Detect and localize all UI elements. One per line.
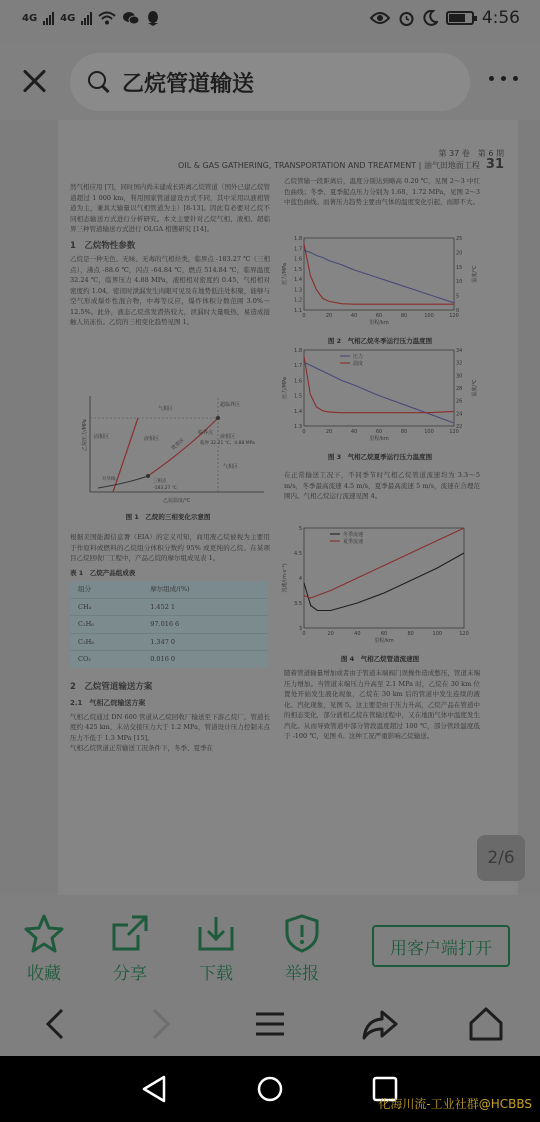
share-arrow-icon[interactable]: [360, 1004, 400, 1044]
x-tick-label: 120: [459, 631, 469, 637]
y-tick-label: 1.2: [294, 297, 302, 304]
y-tick-label: 3.5: [294, 601, 302, 607]
x-axis-label: 里程/km: [374, 638, 394, 644]
figure-2-caption: 图 2 气相乙烷冬季运行压力温度图: [327, 337, 433, 345]
series-line: [304, 528, 464, 598]
report-label: 举报: [285, 964, 319, 984]
y2-tick-label: 15: [456, 264, 463, 271]
x-tick-label: 100: [424, 429, 434, 435]
search-query[interactable]: 乙烷管道输送: [122, 71, 255, 97]
fig1-region-liquid2: 液相区: [220, 434, 236, 440]
report-button[interactable]: [272, 913, 332, 984]
share-label: 分享: [113, 964, 147, 984]
x-tick-label: 20: [327, 631, 334, 637]
table-row: [70, 598, 268, 616]
x-tick-label: 0: [302, 631, 306, 637]
table-cell: C₃H₈: [70, 633, 142, 651]
download-label: 下载: [199, 964, 233, 984]
x-tick-label: 0: [302, 313, 306, 319]
y-tick-label: 1.4: [294, 408, 302, 415]
x-tick-label: 20: [325, 429, 333, 435]
table-cell: CH₄: [70, 598, 142, 616]
table-row: [70, 633, 268, 651]
y-tick-label: 1.7: [294, 246, 302, 253]
y-tick-label: 4.5: [294, 551, 302, 557]
network-label-1: 4G: [22, 12, 38, 24]
legend-label: 压力: [353, 354, 364, 360]
fig1-region-liquid: 液相区: [144, 436, 160, 442]
y-tick-label: 1.3: [294, 424, 302, 430]
browser-nav-bar: [0, 990, 540, 1056]
table-cell: 1.347 0: [142, 633, 268, 651]
report-icon: [282, 913, 322, 953]
figure-4: [280, 520, 480, 663]
running-head: 第 37 卷 第 6 期 OIL & GAS GATHERING, TRANSPORTATION AND TREATMENT | 油气田地面工程 31: [178, 149, 504, 172]
right-column-top: [284, 176, 480, 208]
chart-fig4: [280, 520, 480, 648]
section-1-text: 乙烷是一种无色、无味、无毒的气相烃类，临界点 -183.27 ℃（三相点），沸点 -88.6 ℃，闪点 -64.84 ℃，燃点 514.84 ℃，临界温度 32.24 ℃，临界压力 4.88 MPa，液相相对密度约 0.45，气相相对密度约 1.04。密闭时泄漏发生肉眼可见及在地势低洼处积聚，能够与空气形成爆炸性混合物，中毒等反应，爆炸体积分数范围 3.0%～12.5%。此外，液态乙烷蒸发潜热较大，泄漏时大量吸热，易造成接触人员冻伤。乙烷的三相变化趋势见图 1。: [70, 255, 270, 326]
back-icon[interactable]: [36, 1004, 76, 1044]
x-tick-label: 40: [354, 631, 361, 637]
y-axis-label: 压力/MPa: [282, 263, 288, 285]
section-2-title: 2 乙烷管道输送方案: [70, 681, 153, 692]
status-right: [370, 8, 520, 28]
y2-tick-label: 24: [456, 411, 463, 418]
fig1-region-gas: 气相区: [158, 406, 174, 412]
signal-group: [22, 10, 160, 26]
moon-icon: [423, 10, 438, 26]
left-column: [70, 182, 270, 328]
fig1-triple-value: -183.27 ℃: [153, 486, 177, 491]
document-viewer[interactable]: [0, 120, 540, 895]
y-tick-label: 1.6: [294, 256, 302, 263]
right-bottom-text: 随着管道输量增加或者由于管道末端阀门误操作造成憋压，管道末端压力增加。当管道末端压力升高至 2.1 MPa 时，乙烷在 30 km 位置处开始发生液化现象，乙烷在 30 km 后的管道中发生连续的液化、汽化现象，见图 5。这主要是由于压力升高，乙烷产品在管道中的相态变化，部分液相乙烷在管输过程中，又在地面气体中温度发生汽化。从而导致管道中部分管段温度超过 100 ℃，部分管段温度低于 -100 ℃，见图 6。这种工况严重影响乙烷输送。: [284, 669, 480, 740]
intro-paragraph: 然气相应用 [7]，同时国内尚未建成长距离乙烷管道（国外已建乙烷管道超过 1 000 km，利用国家管道建设方式不同，其中采用以液相管道为主，兼具大输量以气相管道为主）[8-13]。因此有必要对乙烷不同相态输送方式进行分析研究。本文主要针对乙烷气相、液相、超临界三种管道输送方式进行 OLGA 相態研究 [14]。: [70, 183, 270, 233]
legend-label: 冬季流速: [343, 532, 364, 538]
left-column-lower: [70, 532, 270, 754]
section-2-1-text: 气相乙烷通过 DN 600 管道从乙烷回收厂输送至下游乙烷厂，管道长度约 425 km，末站交接压力大于 1.2 MPa，管道设计压力控制末点压力不低于 1.3 MPa [15]。: [70, 712, 270, 742]
chart-fig2: [280, 232, 480, 330]
system-back-icon[interactable]: [140, 1074, 168, 1104]
y2-tick-label: 28: [456, 386, 463, 392]
search-icon: [88, 71, 110, 93]
y-tick-label: 1.8: [294, 348, 302, 354]
page-indicator: 2/6: [477, 835, 525, 881]
alarm-icon: [398, 10, 415, 27]
x-tick-label: 80: [407, 631, 414, 637]
table-cell: 97.016 6: [142, 616, 268, 634]
home-icon[interactable]: [466, 1004, 506, 1044]
x-tick-label: 120: [449, 429, 459, 435]
y-tick-label: 5: [298, 526, 302, 532]
share-icon: [110, 913, 150, 953]
x-tick-label: 120: [449, 313, 459, 319]
y2-axis-label: 温度/℃: [472, 379, 478, 397]
fig1-region-dense: 致密区: [170, 437, 186, 452]
star-icon: [24, 913, 64, 953]
close-icon[interactable]: [18, 64, 52, 98]
battery-icon: [446, 11, 474, 25]
menu-icon[interactable]: [250, 1004, 290, 1044]
y-tick-label: 1.3: [294, 287, 302, 294]
fig1-critical-point: 临界点: [198, 430, 214, 436]
table-header: 摩尔组成/(%): [142, 581, 268, 598]
download-button[interactable]: [186, 913, 246, 984]
fig1-critical-value: 临界 32.21 ℃，4.88 MPa: [200, 441, 255, 446]
wechat-icon: [122, 11, 140, 26]
download-icon: [196, 913, 236, 953]
y-tick-label: 3: [298, 626, 302, 632]
series-line: [304, 553, 464, 611]
journal-name-en: OIL & GAS GATHERING, TRANSPORTATION AND TREATMENT: [178, 161, 417, 170]
y-tick-label: 1.1: [294, 308, 302, 314]
status-bar: [0, 0, 540, 42]
journal-name-cn: 油气田地面工程: [423, 161, 480, 170]
x-axis-label: 里程/km: [369, 436, 389, 442]
more-options-button[interactable]: [489, 76, 518, 81]
favorite-label: 收藏: [27, 964, 61, 984]
x-tick-label: 80: [400, 429, 408, 435]
table-1-title: 表 1 乙烷产品组成表: [70, 568, 136, 577]
y2-tick-label: 32: [456, 360, 463, 367]
y2-tick-label: 25: [456, 236, 463, 242]
system-nav-bar: [0, 1056, 540, 1122]
action-bar: [0, 895, 540, 990]
y2-tick-label: 10: [456, 279, 463, 286]
figure-1-caption: 图 1 乙烷的三相变化示意图: [125, 513, 211, 521]
y-tick-label: 1.8: [294, 236, 302, 242]
fig1-triple-point: 三相点: [153, 479, 167, 484]
wifi-icon: [98, 11, 116, 25]
table-row: [70, 616, 268, 634]
table-cell: 1.452 1: [142, 598, 268, 616]
x-tick-label: 60: [380, 631, 388, 637]
table-cell: CO₂: [70, 651, 142, 668]
y2-tick-label: 34: [456, 348, 463, 354]
journal-issue: 第 37 卷 第 6 期: [438, 149, 504, 158]
y-axis-label: 流速/(m·s⁻¹): [282, 563, 288, 593]
section-2-1-text2: 气相乙烷管道正常输送工况条件下，冬季、夏季在: [70, 744, 213, 752]
figure-2: [280, 232, 480, 345]
table-cell: 0.016 0: [142, 651, 268, 668]
system-home-icon[interactable]: [255, 1074, 285, 1104]
series-line: [304, 250, 454, 302]
table-header: 组分: [70, 581, 142, 598]
fig1-region-solid: 固相区: [94, 434, 110, 440]
x-tick-label: 100: [424, 313, 434, 319]
fig1-gas-region-low: 气相区: [223, 464, 239, 470]
legend-label: 温度: [353, 361, 364, 367]
y-tick-label: 1.5: [294, 393, 302, 400]
right-column-bottom: [284, 668, 480, 742]
plot-frame: [304, 528, 464, 628]
y2-tick-label: 22: [456, 424, 463, 430]
y2-tick-label: 5: [456, 293, 460, 300]
figure-4-caption: 图 4 气相乙烷管道流速图: [340, 655, 420, 663]
x-axis-label: 里程/km: [369, 320, 389, 326]
x-tick-label: 40: [350, 429, 358, 435]
right-top-text: 乙烷管输一段距离后，温度分别达到略高 0.20 ℃，见图 2～3 中红色曲线；冬季、夏季起点压力分别为 1.68、1.72 MPa，见图 2～3 中蓝色曲线。而著压力趋势主要由气体的温度变化引起，而即不大。: [284, 177, 480, 206]
watermark: 化海川流-工业社群@HCBBS: [378, 1097, 532, 1111]
figure-3: [280, 344, 480, 461]
phase-diagram: [68, 388, 268, 506]
search-header: [0, 42, 540, 120]
y-tick-label: 1.5: [294, 266, 302, 273]
y-axis-label: 压力/MPa: [282, 377, 288, 399]
para-after-fig1: 根据美国能源信息署（EIA）的定义可知，商用液乙烷被视为主要用于作原料或燃料的乙烷组分体积分数约 95% 或更纯的乙烷。在某项目乙烷回收厂工程中，产品乙烷的摩尔组成见表 1。: [70, 533, 270, 562]
eye-icon: [370, 11, 390, 25]
x-tick-label: 60: [375, 429, 383, 435]
table-cell: C₂H₆: [70, 616, 142, 634]
y2-tick-label: 30: [456, 373, 463, 380]
y2-axis-label: 温度/℃: [472, 265, 478, 283]
signal-icon: [81, 11, 92, 25]
y-tick-label: 1.4: [294, 277, 302, 284]
series-line: [304, 356, 454, 412]
forward-icon[interactable]: [140, 1004, 180, 1044]
signal-icon: [43, 11, 54, 25]
right-mid-text: 在正常输送工况下，不同季节时气相乙烷管道流速均为 3.3～5 m/s，冬季最高流速 4.5 m/s，夏季最高流速 5 m/s，流速在合理范围内。气相乙烷运行流速见图 4。: [284, 471, 480, 500]
qq-icon: [146, 10, 160, 26]
y-tick-label: 1.7: [294, 363, 302, 370]
fig1-region-super: 超临界区: [220, 402, 241, 408]
search-box[interactable]: [70, 53, 470, 111]
y-tick-label: 4: [298, 576, 302, 582]
table-row: [70, 651, 268, 668]
y2-tick-label: 0: [456, 308, 460, 314]
y2-tick-label: 26: [456, 398, 463, 405]
y2-tick-label: 20: [456, 250, 463, 257]
favorite-button[interactable]: [14, 913, 74, 984]
document-page: [58, 120, 518, 895]
x-tick-label: 80: [400, 313, 408, 319]
x-tick-label: 20: [325, 313, 333, 319]
fig1-solidification: 升华线: [102, 477, 116, 482]
figure-1: [68, 388, 268, 521]
right-column-mid: [284, 470, 480, 502]
share-button[interactable]: [100, 913, 160, 984]
fig1-xlabel: 乙烷温度/℃: [163, 498, 191, 504]
figure-3-caption: 图 3 气相乙烷夏季运行压力温度图: [327, 453, 433, 461]
y-tick-label: 1.6: [294, 378, 302, 385]
page-number: 31: [485, 157, 504, 172]
x-tick-label: 100: [432, 631, 443, 637]
clock: 4:56: [481, 8, 520, 28]
section-2-1-title: 2.1 气相乙烷输送方案: [70, 699, 146, 707]
network-label-2: 4G: [60, 12, 76, 24]
x-tick-label: 40: [350, 313, 358, 319]
fig1-ylabel: 乙烷压力/MPa: [82, 419, 88, 451]
open-in-app-button[interactable]: 用客户端打开: [372, 925, 510, 967]
chart-fig3: [280, 344, 480, 446]
x-tick-label: 60: [375, 313, 383, 319]
section-1-title: 1 乙烷物性参数: [70, 240, 136, 251]
composition-table: [70, 581, 268, 668]
series-line: [304, 362, 454, 423]
legend-label: 夏季流速: [343, 539, 364, 545]
x-tick-label: 0: [302, 429, 306, 435]
plot-frame: [304, 238, 454, 310]
